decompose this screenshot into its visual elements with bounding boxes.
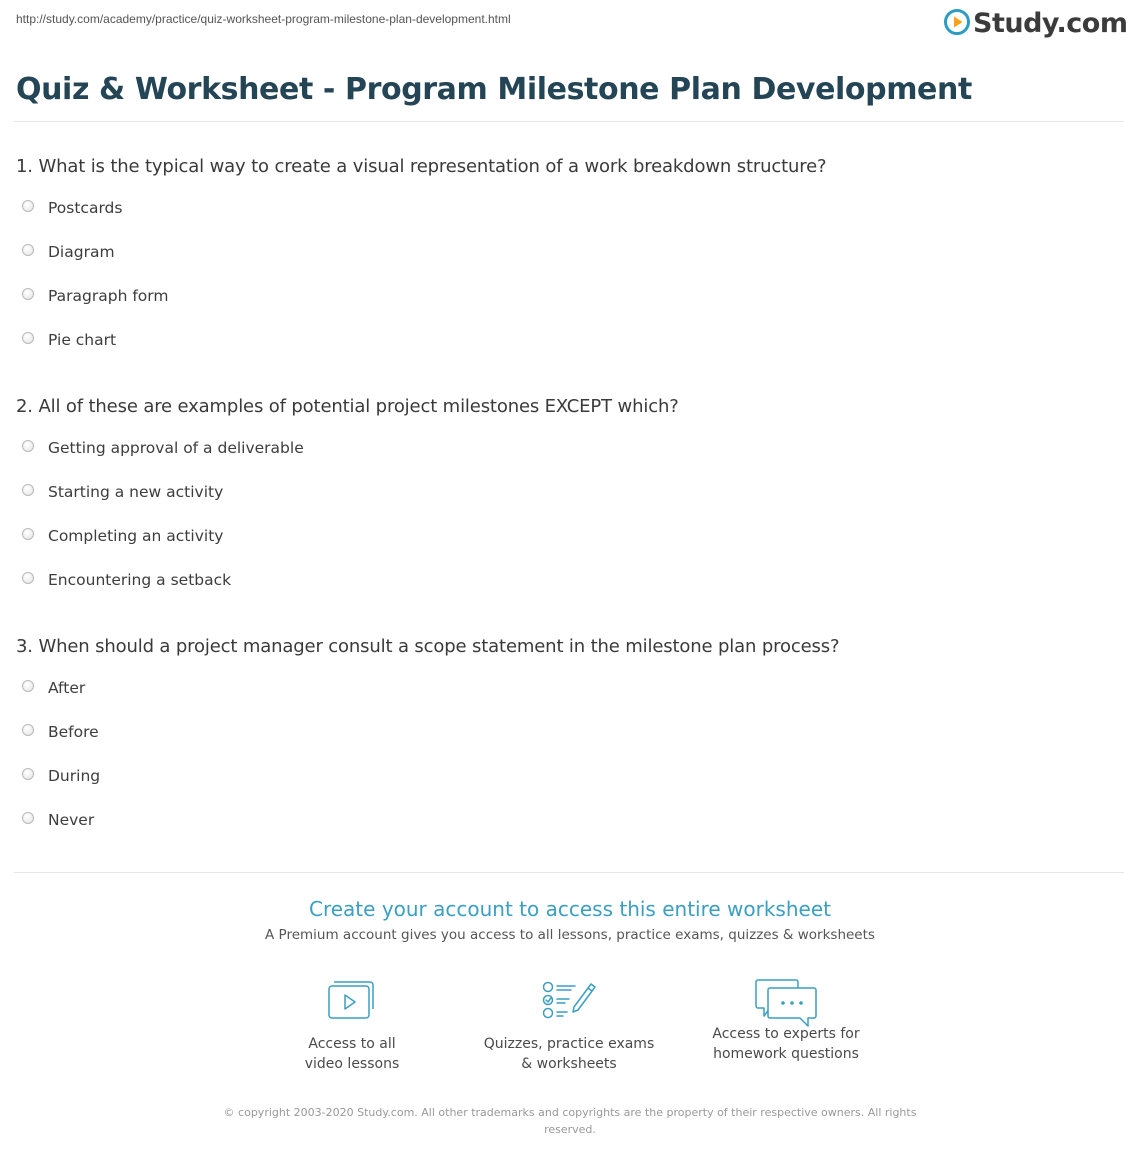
feature-label-line: Access to all [308,1036,396,1052]
answer-option[interactable] [22,710,100,754]
option-label: Postcards [48,199,123,217]
radio-button[interactable] [22,288,34,300]
feature-label-line: video lessons [304,1056,400,1072]
answer-option[interactable] [22,426,304,470]
answer-options [22,186,168,362]
play-circle-icon [944,9,970,39]
page-title: Quiz & Worksheet - Program Milestone Plan Development [16,72,972,107]
option-label: During [48,767,101,785]
quiz-checklist-icon [469,976,669,1022]
cta-subtitle: A Premium account gives you access to all lessons, practice exams, quizzes & worksheets [265,927,875,943]
option-label: Getting approval of a deliverable [48,439,304,457]
radio-button[interactable] [22,528,34,540]
radio-button[interactable] [22,724,34,736]
option-label: Completing an activity [48,527,224,545]
radio-button[interactable] [22,200,34,212]
logo-text: Study.com [973,8,1128,39]
radio-button[interactable] [22,680,34,692]
title-divider [14,121,1124,122]
feature-video-lessons [252,976,452,1074]
feature-label-line: Access to experts for [712,1026,860,1042]
radio-button[interactable] [22,484,34,496]
feature-experts [686,976,886,1064]
video-lessons-icon [252,976,452,1022]
question-2 [16,394,1124,589]
feature-quizzes [469,976,669,1074]
answer-options [22,426,304,602]
radio-button[interactable] [22,572,34,584]
option-label: Encountering a setback [48,571,232,589]
question-3 [16,634,1124,829]
answer-option[interactable] [22,558,304,602]
option-label: Before [48,723,99,741]
cta-section [0,895,1140,944]
option-label: After [48,679,86,697]
feature-label-line: homework questions [713,1046,859,1062]
question-text: 1. What is the typical way to create a visual representation of a work breakdown structure? [16,156,827,177]
radio-button[interactable] [22,244,34,256]
footer-line: © copyright 2003-2020 Study.com. All other trademarks and copyrights are the property of their respective owners. All rights [223,1106,917,1119]
feature-label-line: & worksheets [521,1056,617,1072]
footer-line: reserved. [544,1123,596,1136]
answer-option[interactable] [22,470,304,514]
study-logo[interactable] [944,7,1127,41]
answer-option[interactable] [22,318,168,362]
answer-option[interactable] [22,798,100,842]
answer-options [22,666,100,842]
option-label: Diagram [48,243,115,261]
answer-option[interactable] [22,754,100,798]
question-1 [16,154,1124,349]
radio-button[interactable] [22,812,34,824]
radio-button[interactable] [22,332,34,344]
page-url: http://study.com/academy/practice/quiz-worksheet-program-milestone-plan-development.html [16,12,511,26]
question-text: 3. When should a project manager consult a scope statement in the milestone plan process? [16,636,840,657]
radio-button[interactable] [22,768,34,780]
option-label: Starting a new activity [48,483,224,501]
option-label: Pie chart [48,331,117,349]
feature-label-line: Quizzes, practice exams [483,1036,655,1052]
cta-title-link[interactable]: Create your account to access this entire worksheet [309,897,831,921]
answer-option[interactable] [22,666,100,710]
chat-bubbles-icon [686,976,886,1028]
answer-option[interactable] [22,230,168,274]
option-label: Paragraph form [48,287,169,305]
radio-button[interactable] [22,440,34,452]
question-text: 2. All of these are examples of potential project milestones EXCEPT which? [16,396,679,417]
copyright-footer [210,1104,930,1138]
cta-divider [14,872,1124,873]
answer-option[interactable] [22,514,304,558]
answer-option[interactable] [22,186,168,230]
answer-option[interactable] [22,274,168,318]
option-label: Never [48,811,95,829]
